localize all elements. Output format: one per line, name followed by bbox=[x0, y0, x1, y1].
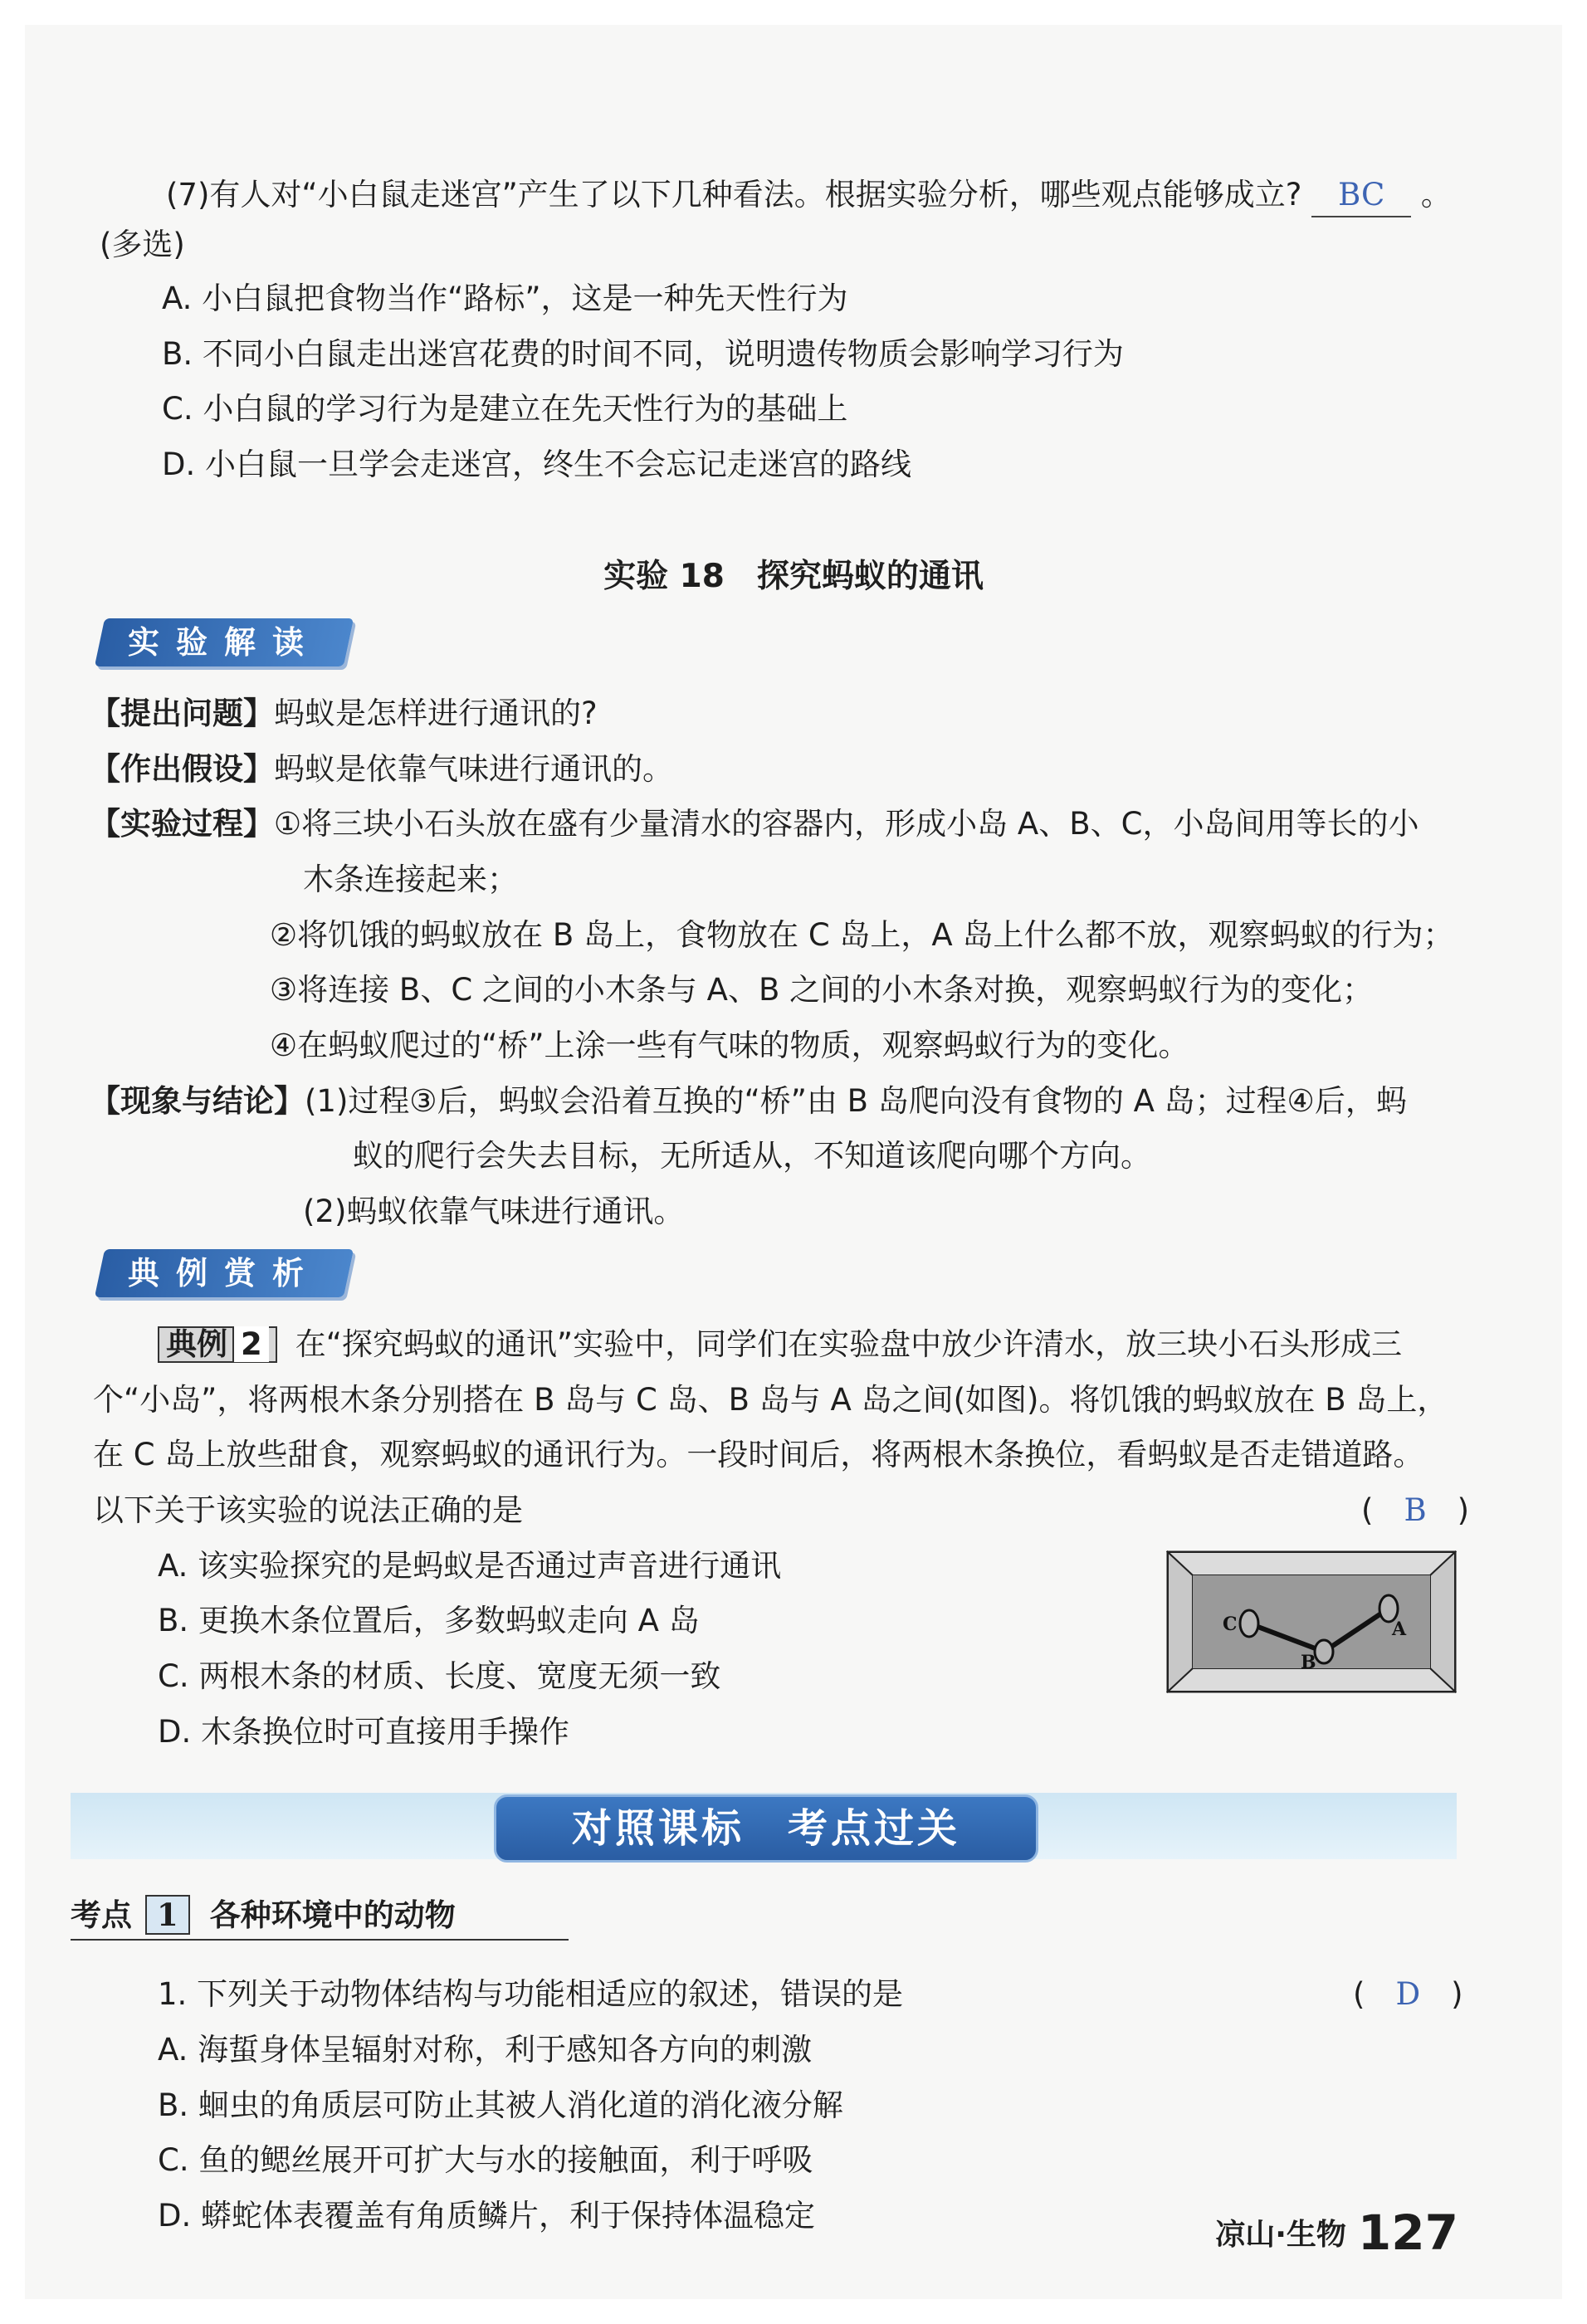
section-tag-interpretation-label: 实验解读 bbox=[127, 624, 320, 661]
result-1: (1)过程③后，蚂蚁会沿着互换的“桥”由 B 岛爬向没有食物的 A 岛；过程④后，蚂 bbox=[305, 1083, 1407, 1119]
question-text: 蚂蚁是怎样进行通讯的? bbox=[274, 696, 598, 731]
q1-option-a: A. 海蜇身体呈辐射对称，利于感知各方向的刺激 bbox=[158, 2032, 813, 2068]
example-option-a: A. 该实验探究的是蚂蚁是否通过声音进行通讯 bbox=[158, 1548, 782, 1584]
kaodian-label: 考点 bbox=[71, 1897, 132, 1933]
example-text-1: 在“探究蚂蚁的通讯”实验中，同学们在实验盘中放少许清水，放三块小石头形成三 bbox=[295, 1326, 1403, 1362]
q7-option-a: A. 小白鼠把食物当作“路标”，这是一种先天性行为 bbox=[162, 281, 848, 316]
example-text-3: 在 C 岛上放些甜食，观察蚂蚁的通讯行为。一段时间后，将两根木条换位，看蚂蚁是否走错道路。 bbox=[93, 1437, 1424, 1472]
section-banner-title: 对照课标 考点过关 bbox=[571, 1805, 960, 1852]
example-option-d: D. 木条换位时可直接用手操作 bbox=[158, 1714, 570, 1750]
example-badge-label: 典例 bbox=[166, 1326, 227, 1362]
section-banner bbox=[71, 1793, 1457, 1859]
q1-answer: D bbox=[1395, 1976, 1421, 2012]
label-a: A bbox=[1392, 1618, 1407, 1640]
section-tag-examples-label: 典例赏析 bbox=[127, 1255, 320, 1291]
result-1-cont: 蚁的爬行会失去目标，无所适从，不知道该爬向哪个方向。 bbox=[353, 1138, 1151, 1174]
label-c: C bbox=[1223, 1614, 1238, 1635]
kaodian-title: 各种环境中的动物 bbox=[209, 1897, 456, 1933]
q1-option-b: B. 蛔虫的角质层可防止其被人消化道的消化液分解 bbox=[158, 2087, 843, 2123]
process-row bbox=[90, 803, 1419, 845]
label-b: B bbox=[1301, 1652, 1316, 1673]
q1-option-d: D. 蟒蛇体表覆盖有角质鳞片，利于保持体温稳定 bbox=[158, 2198, 816, 2234]
page-number: 127 bbox=[1357, 2204, 1458, 2261]
example-option-b: B. 更换木条位置后，多数蚂蚁走向 A 岛 bbox=[158, 1603, 700, 1638]
example-text-4: 以下关于该实验的说法正确的是 bbox=[93, 1492, 523, 1528]
example-badge bbox=[158, 1326, 277, 1363]
q7-answer: BC bbox=[1311, 174, 1411, 217]
example-answer: B bbox=[1404, 1492, 1427, 1528]
process-step-2: ②将饥饿的蚂蚁放在 B 岛上，食物放在 C 岛上，A 岛上什么都不放，观察蚂蚁的行为； bbox=[270, 917, 1454, 953]
process-step-1-cont: 木条连接起来； bbox=[303, 862, 518, 897]
process-label: 【实验过程】 bbox=[90, 806, 274, 842]
section-banner-pill bbox=[494, 1794, 1038, 1863]
q1-answer-bracket: ( D ) bbox=[1353, 1976, 1463, 2012]
kaodian-number: 1 bbox=[145, 1895, 190, 1935]
island-c bbox=[1240, 1610, 1258, 1637]
question-label: 【提出问题】 bbox=[90, 696, 274, 731]
q7-note: (多选) bbox=[100, 227, 185, 262]
page-footer bbox=[1215, 2204, 1458, 2264]
example-option-c: C. 两根木条的材质、长度、宽度无须一致 bbox=[158, 1658, 721, 1694]
example-text-2: 个“小岛”，将两根木条分别搭在 B 岛与 C 岛、B 岛与 A 岛之间(如图)。将饥饿的蚂蚁放在 B 岛上， bbox=[93, 1382, 1448, 1418]
ant-experiment-figure bbox=[1166, 1550, 1457, 1693]
footer-label: 凉山·生物 bbox=[1215, 2218, 1346, 2252]
q7-stem-line bbox=[166, 174, 1452, 217]
experiment-title: 实验 18 探究蚂蚁的通讯 bbox=[603, 558, 984, 595]
example-badge-number: 2 bbox=[232, 1326, 269, 1362]
question-row bbox=[90, 693, 598, 735]
q1-option-c: C. 鱼的鳃丝展开可扩大与水的接触面，利于呼吸 bbox=[158, 2142, 813, 2178]
result-2: (2)蚂蚁依靠气味进行通讯。 bbox=[303, 1194, 685, 1229]
kaodian-header bbox=[71, 1892, 569, 1941]
q7-option-d: D. 小白鼠一旦学会走迷宫，终生不会忘记走迷宫的路线 bbox=[162, 447, 912, 482]
example-answer-bracket: ( B ) bbox=[1361, 1492, 1470, 1528]
section-tag-examples bbox=[100, 1249, 349, 1297]
island-b bbox=[1315, 1640, 1333, 1663]
process-step-4: ④在蚂蚁爬过的“桥”上涂一些有气味的物质，观察蚂蚁行为的变化。 bbox=[270, 1028, 1189, 1063]
result-row bbox=[90, 1081, 1407, 1122]
q7-option-c: C. 小白鼠的学习行为是建立在先天性行为的基础上 bbox=[162, 391, 848, 427]
process-step-3: ③将连接 B、C 之间的小木条与 A、B 之间的小木条对换，观察蚂蚁行为的变化； bbox=[270, 972, 1374, 1008]
hypothesis-label: 【作出假设】 bbox=[90, 751, 274, 787]
section-tag-interpretation bbox=[100, 618, 349, 666]
q1-stem: 1. 下列关于动物体结构与功能相适应的叙述，错误的是 bbox=[158, 1976, 904, 2012]
q7-option-b: B. 不同小白鼠走出迷宫花费的时间不同，说明遗传物质会影响学习行为 bbox=[162, 336, 1124, 372]
process-step-1: ①将三块小石头放在盛有少量清水的容器内，形成小岛 A、B、C，小岛间用等长的小 bbox=[274, 806, 1419, 842]
hypothesis-text: 蚂蚁是依靠气味进行通讯的。 bbox=[274, 751, 673, 787]
hypothesis-row bbox=[90, 749, 673, 790]
example-line-1 bbox=[158, 1324, 1402, 1365]
q7-period: 。 bbox=[1420, 177, 1452, 212]
result-label: 【现象与结论】 bbox=[90, 1083, 305, 1119]
q7-stem: (7)有人对“小白鼠走迷宫”产生了以下几种看法。根据实验分析，哪些观点能够成立? bbox=[166, 177, 1302, 212]
